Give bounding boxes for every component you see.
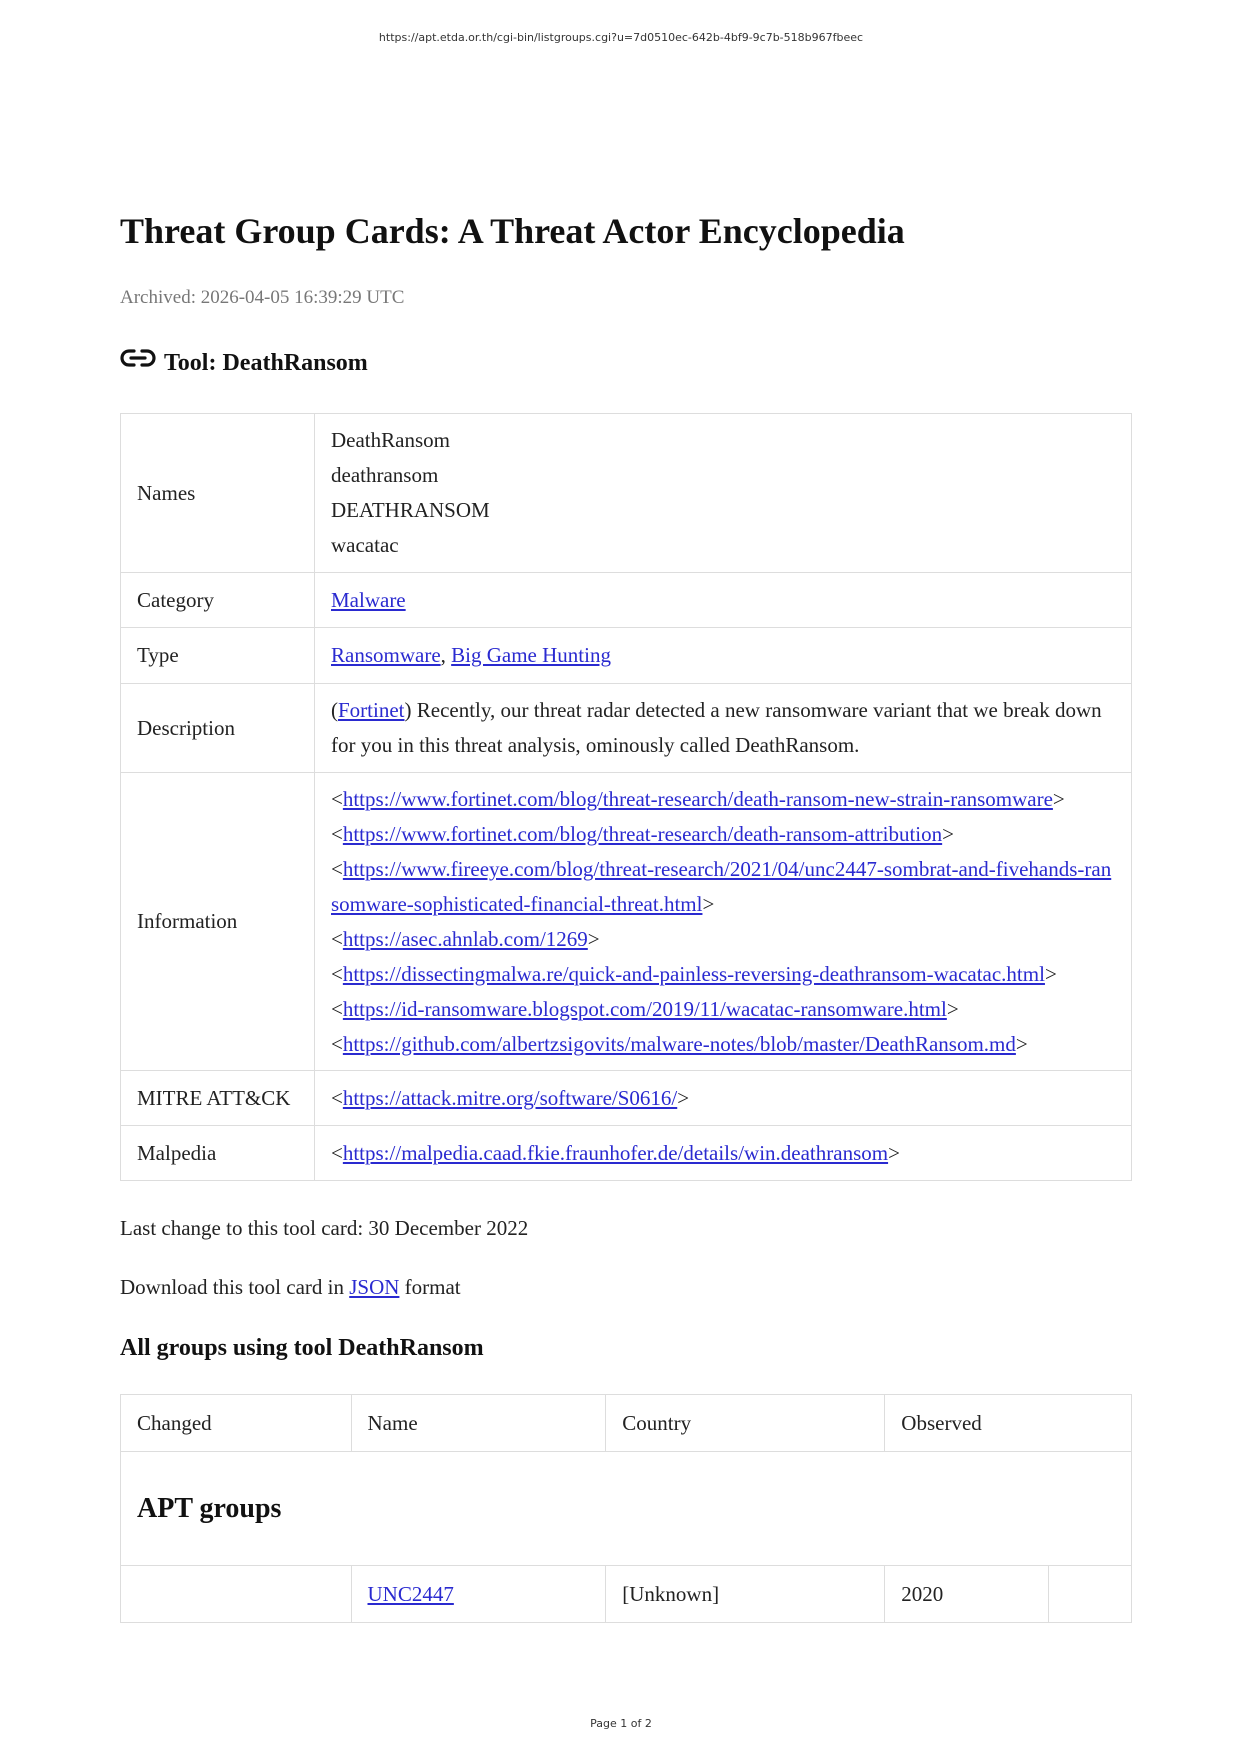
groups-table	[120, 1394, 1132, 1623]
type-link-ransomware[interactable]: Ransomware	[331, 643, 441, 667]
names-label: Names	[121, 414, 315, 573]
name-item: DEATHRANSOM	[331, 498, 490, 522]
info-link-row: <https://www.fireeye.com/blog/threat-research/2021/04/unc2447-sombrat-and-fivehands-ransomware-sophisticated-financial-threat.html>	[331, 856, 1112, 916]
information-label: Information	[121, 773, 315, 1071]
category-label: Category	[121, 573, 315, 628]
download-prefix: Download this tool card in	[120, 1275, 350, 1299]
info-link-row: <https://dissectingmalwa.re/quick-and-painless-reversing-deathransom-wacatac.html>	[331, 961, 1057, 986]
description-source-link[interactable]: Fortinet	[338, 698, 405, 722]
print-footer-page-number: Page 1 of 2	[590, 1717, 652, 1730]
json-download-link[interactable]: JSON	[349, 1275, 400, 1299]
type-label: Type	[121, 628, 315, 684]
malpedia-link[interactable]: https://malpedia.caad.fkie.fraunhofer.de/details/win.deathransom	[342, 1140, 889, 1165]
table-row-mitre	[121, 1071, 1132, 1126]
header-observed: Observed	[885, 1395, 1132, 1452]
tool-heading-text: Tool: DeathRansom	[164, 350, 368, 376]
malpedia-cell: <https://malpedia.caad.fkie.fraunhofer.de/details/win.deathransom>	[315, 1126, 1132, 1181]
link-icon	[120, 348, 156, 368]
info-link-row: <https://www.fortinet.com/blog/threat-research/death-ransom-new-strain-ransomware>	[331, 786, 1065, 811]
download-suffix: format	[399, 1275, 461, 1299]
mitre-cell: <https://attack.mitre.org/software/S0616/>	[315, 1071, 1132, 1126]
info-link[interactable]: https://id-ransomware.blogspot.com/2019/11/wacatac-ransomware.html	[342, 996, 947, 1021]
name-item: deathransom	[331, 463, 439, 487]
info-link[interactable]: https://asec.ahnlab.com/1269	[342, 926, 588, 951]
table-row-type	[121, 628, 1132, 684]
malpedia-label: Malpedia	[121, 1126, 315, 1181]
groups-heading: All groups using tool DeathRansom	[120, 1335, 484, 1361]
row-changed	[121, 1566, 352, 1623]
header-name: Name	[351, 1395, 606, 1452]
description-cell: (Fortinet) Recently, our threat radar detected a new ransomware variant that we break down for you in this threat analysis, ominously called DeathRansom.	[315, 684, 1132, 773]
info-link-row: <https://www.fortinet.com/blog/threat-research/death-ransom-attribution>	[331, 821, 954, 846]
row-extra	[1049, 1566, 1132, 1623]
header-changed: Changed	[121, 1395, 352, 1452]
info-link[interactable]: https://www.fortinet.com/blog/threat-research/death-ransom-attribution	[342, 821, 943, 846]
table-row-malpedia	[121, 1126, 1132, 1181]
info-link-row: <https://id-ransomware.blogspot.com/2019/11/wacatac-ransomware.html>	[331, 996, 959, 1021]
type-separator: ,	[440, 643, 452, 667]
table-row-category	[121, 573, 1132, 628]
table-row-information	[121, 773, 1132, 1071]
groups-header-row	[121, 1395, 1132, 1452]
mitre-label: MITRE ATT&CK	[121, 1071, 315, 1126]
row-name	[351, 1566, 606, 1623]
row-observed: 2020	[885, 1566, 1049, 1623]
names-cell	[315, 414, 1132, 573]
group-link-unc2447[interactable]: UNC2447	[367, 1581, 454, 1606]
table-row-names	[121, 414, 1132, 573]
tool-card-table	[120, 413, 1132, 1181]
type-cell	[315, 628, 1132, 684]
download-line	[120, 1275, 461, 1300]
category-link[interactable]: Malware	[331, 587, 406, 612]
information-cell	[315, 773, 1132, 1071]
info-link-row: <https://asec.ahnlab.com/1269>	[331, 926, 600, 951]
table-row	[121, 1566, 1132, 1623]
section-title-apt-groups: APT groups	[121, 1452, 1132, 1566]
name-item: DeathRansom	[331, 428, 450, 452]
name-item: wacatac	[331, 533, 399, 557]
table-row-description	[121, 684, 1132, 773]
info-link-row: <https://github.com/albertzsigovits/malware-notes/blob/master/DeathRansom.md>	[331, 1031, 1028, 1056]
page-title: Threat Group Cards: A Threat Actor Encyclopedia	[120, 211, 905, 251]
groups-section-row	[121, 1452, 1132, 1566]
description-text: ) Recently, our threat radar detected a new ransomware variant that we break down for you in this threat analysis, ominously called DeathRansom.	[331, 698, 1102, 757]
type-link-big-game-hunting[interactable]: Big Game Hunting	[451, 643, 611, 667]
category-cell	[315, 573, 1132, 628]
archived-timestamp: Archived: 2026-04-05 16:39:29 UTC	[120, 287, 405, 308]
description-label: Description	[121, 684, 315, 773]
last-change-text: Last change to this tool card: 30 December 2022	[120, 1216, 529, 1240]
info-link[interactable]: https://github.com/albertzsigovits/malware-notes/blob/master/DeathRansom.md	[342, 1031, 1016, 1056]
print-header-url: https://apt.etda.or.th/cgi-bin/listgroups.cgi?u=7d0510ec-642b-4bf9-9c7b-518b967fbeec	[378, 31, 864, 44]
tool-heading	[120, 350, 368, 377]
info-link[interactable]: https://dissectingmalwa.re/quick-and-painless-reversing-deathransom-wacatac.html	[342, 961, 1045, 986]
info-link[interactable]: https://www.fortinet.com/blog/threat-research/death-ransom-new-strain-ransomware	[342, 786, 1053, 811]
mitre-link[interactable]: https://attack.mitre.org/software/S0616/	[342, 1085, 678, 1110]
header-country: Country	[606, 1395, 885, 1452]
row-country: [Unknown]	[606, 1566, 885, 1623]
info-link[interactable]: https://www.fireeye.com/blog/threat-research/2021/04/unc2447-sombrat-and-fivehands-ransomware-sophisticated-financial-threat.html	[331, 856, 1112, 916]
